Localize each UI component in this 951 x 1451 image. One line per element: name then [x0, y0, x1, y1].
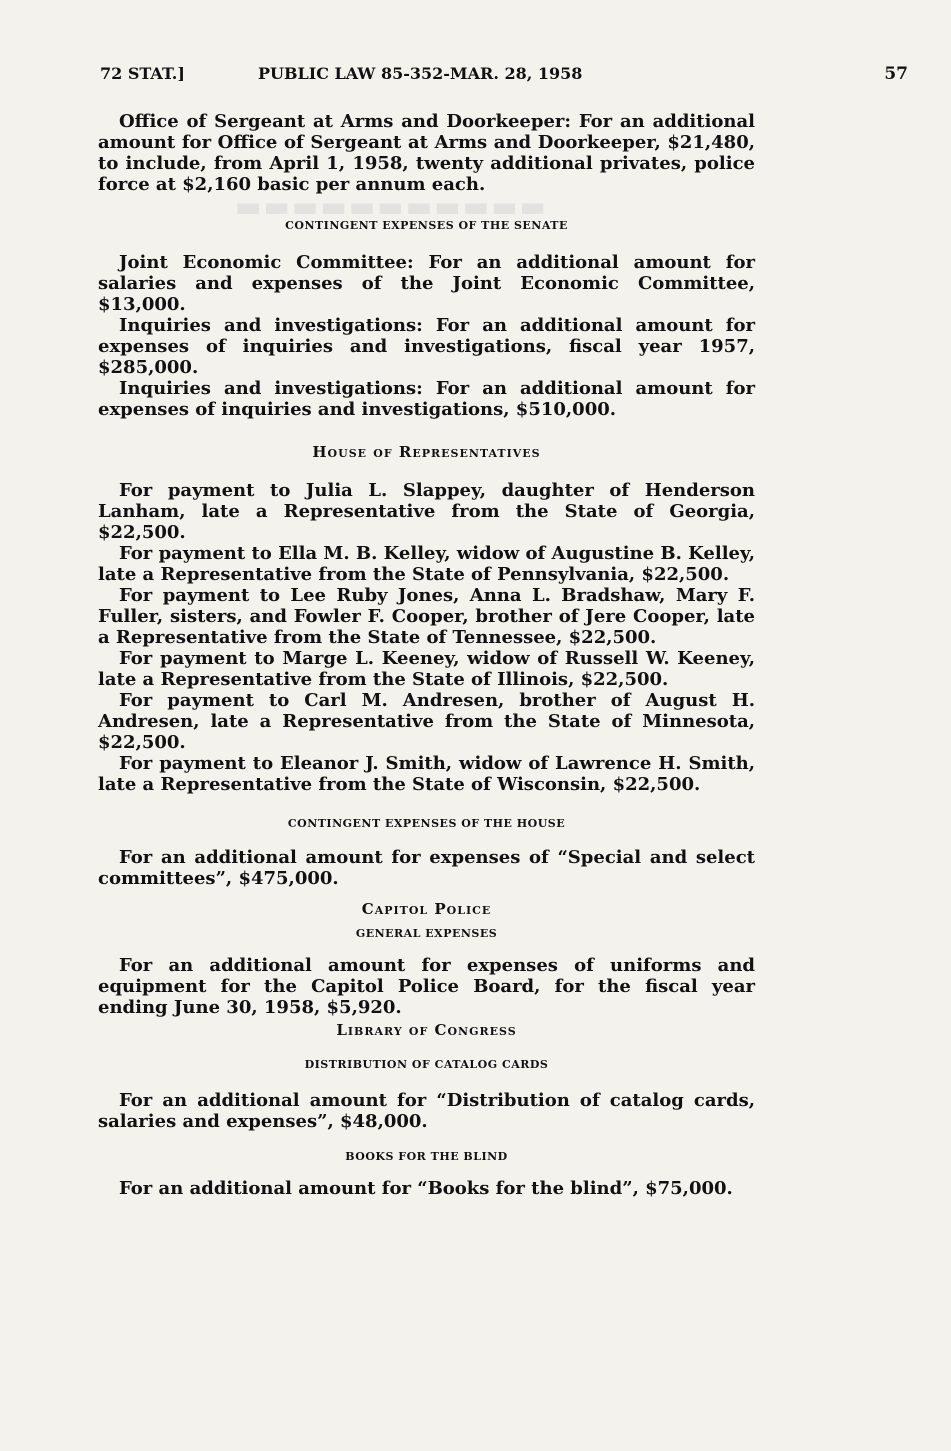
- paragraph-sergeant-at-arms: Office of Sergeant at Arms and Doorkeeper: For an additional amount for Office of Sergeant at Arms and Doorkeeper, $21,480, to include, from April 1, 1958, twenty additional privates, police force at $2,160 basic per annum each.: [98, 111, 755, 195]
- bleed-through-block: ▬▬▬▬▬▬▬▬▬▬▬: [235, 190, 549, 223]
- heading-library: Library of Congress: [336, 1021, 517, 1039]
- heading-books-blind: BOOKS FOR THE BLIND: [345, 1150, 508, 1163]
- heading-capitol-police: Capitol Police: [361, 900, 492, 918]
- paragraph-andresen: For payment to Carl M. Andresen, brother of August H. Andresen, late a Representative from the State of Minnesota, $22,500.: [98, 690, 755, 753]
- header-title: PUBLIC LAW 85-352-MAR. 28, 1958: [258, 64, 583, 83]
- page-number: 57: [884, 64, 908, 84]
- statute-reference: 72 STAT.]: [100, 64, 185, 83]
- heading-contingent-house: CONTINGENT EXPENSES OF THE HOUSE: [287, 817, 566, 830]
- paragraph-keeney: For payment to Marge L. Keeney, widow of Russell W. Keeney, late a Representative from the State of Illinois, $22,500.: [98, 648, 755, 690]
- heading-contingent-senate: CONTINGENT EXPENSES OF THE SENATE: [285, 219, 568, 232]
- paragraph-kelley: For payment to Ella M. B. Kelley, widow of Augustine B. Kelley, late a Representative from the State of Pennsylvania, $22,500.: [98, 543, 755, 585]
- paragraph-catalog-cards: For an additional amount for “Distribution of catalog cards, salaries and expenses”, $48,000.: [98, 1090, 755, 1132]
- paragraph-cooper: For payment to Lee Ruby Jones, Anna L. Bradshaw, Mary F. Fuller, sisters, and Fowler F. Cooper, brother of Jere Cooper, late a Representative from the State of Tennessee, $22,500.: [98, 585, 755, 648]
- running-header: [100, 64, 908, 86]
- paragraph-inquiries-1957: Inquiries and investigations: For an additional amount for expenses of inquiries and investigations, fiscal year 1957, $285,000.: [98, 315, 755, 378]
- paragraph-slappey: For payment to Julia L. Slappey, daughter of Henderson Lanham, late a Representative from the State of Georgia, $22,500.: [98, 480, 755, 543]
- heading-house: House of Representatives: [312, 443, 541, 461]
- paragraph-special-committees: For an additional amount for expenses of “Special and select committees”, $475,000.: [98, 847, 755, 889]
- paragraph-books-blind: For an additional amount for “Books for the blind”, $75,000.: [119, 1178, 733, 1199]
- paragraph-capitol-police: For an additional amount for expenses of uniforms and equipment for the Capitol Police Board, for the fiscal year ending June 30, 1958, $5,920.: [98, 955, 755, 1018]
- heading-general-expenses: GENERAL EXPENSES: [355, 927, 498, 940]
- paragraph-joint-economic: Joint Economic Committee: For an additional amount for salaries and expenses of the Joint Economic Committee, $13,000.: [98, 252, 755, 315]
- paragraph-smith: For payment to Eleanor J. Smith, widow of Lawrence H. Smith, late a Representative from the State of Wisconsin, $22,500.: [98, 753, 755, 795]
- paragraph-inquiries: Inquiries and investigations: For an additional amount for expenses of inquiries and investigations, $510,000.: [98, 378, 755, 420]
- heading-catalog-cards: DISTRIBUTION OF CATALOG CARDS: [304, 1058, 549, 1071]
- document-body: [98, 111, 755, 1199]
